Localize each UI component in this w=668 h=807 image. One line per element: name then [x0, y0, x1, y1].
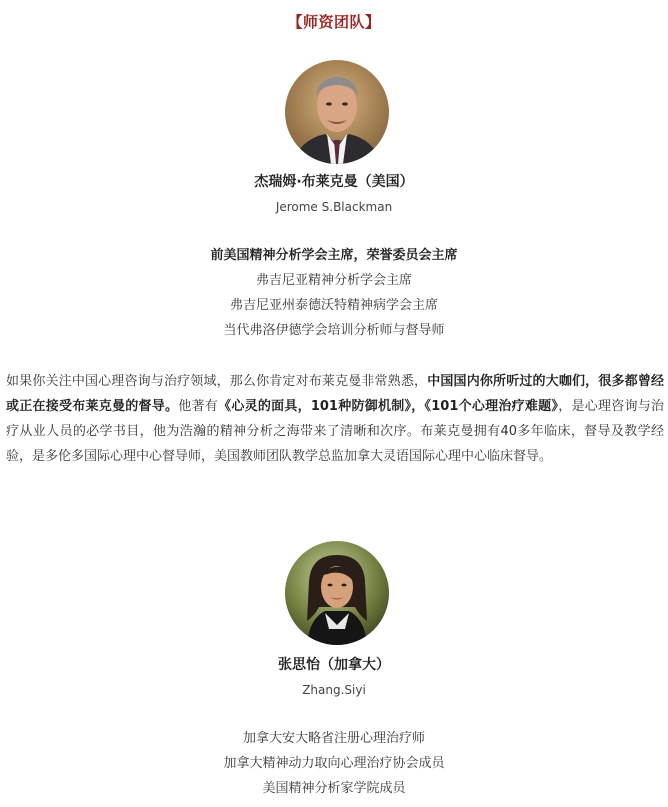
teacher-1-name: 杰瑞姆·布莱克曼（美国）: [254, 174, 414, 190]
teacher-2-title: 美国精神分析家学院成员: [262, 781, 406, 796]
bio-book-titles: 《心灵的面具，101种防御机制》，《101个心理治疗难题》: [218, 399, 559, 414]
teacher-1-title: 前美国精神分析学会主席，荣誉委员会主席: [210, 248, 458, 263]
teacher-1-bio: [6, 369, 664, 469]
bio-text: 如果你关注中国心理咨询与治疗领域，那么你肯定对布莱克曼非常熟悉，: [6, 374, 428, 389]
teacher-1-title: 当代弗洛伊德学会培训分析师与督导师: [223, 323, 445, 338]
bio-highlight: 中国国内你所听过的大咖们，很多都曾经或正在接受布莱克曼的督导。: [6, 374, 664, 414]
teacher-2-avatar: [285, 541, 389, 645]
teacher-2-name: 张思怡（加拿大）: [278, 657, 390, 673]
teacher-1-title: 弗吉尼亚州泰德沃特精神病学会主席: [229, 298, 438, 313]
teacher-1-english-name: Jerome S.Blackman: [275, 200, 393, 214]
teacher-2-title: 加拿大精神动力取向心理治疗协会成员: [223, 756, 445, 771]
teacher-2-english-name: Zhang.Siyi: [302, 683, 366, 697]
teacher-2-title: 加拿大安大略省注册心理治疗师: [242, 731, 425, 746]
bio-text: ，是心理咨询与治疗从业人员的必学书目，他为浩瀚的精神分析之海带来了清晰和次序。布莱克曼拥有40多年临床，督导及教学经验，是多伦多国际心理中心督导师，美国教师团队教学总监加拿大灵语国际心理中心临床督导。: [6, 399, 664, 464]
teacher-1-avatar: [285, 60, 389, 164]
bio-text: 他著有: [178, 399, 219, 414]
teacher-1-title: 弗吉尼亚精神分析学会主席: [255, 273, 412, 288]
section-title: 【师资团队】: [287, 13, 381, 31]
